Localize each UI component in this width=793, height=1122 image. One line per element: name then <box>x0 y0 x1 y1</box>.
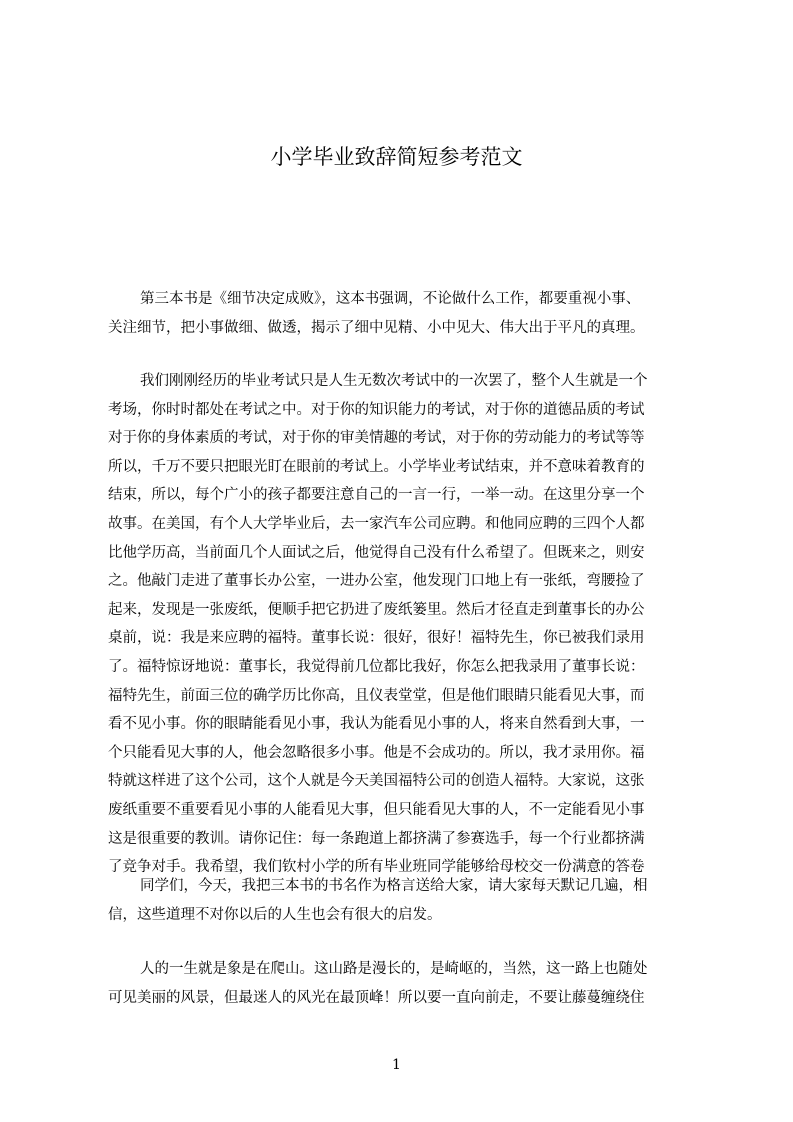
paragraph-1 <box>108 285 698 342</box>
paragraph-line: 所以，千万不要只把眼光盯在眼前的考试上。小学毕业考试结束，并不意味着教育的 <box>108 458 645 475</box>
paragraph-line: 福特先生，前面三位的确学历比你高，且仪表堂堂，但是他们眼睛只能看见大事，而 <box>108 687 645 704</box>
paragraph-2 <box>108 367 698 882</box>
paragraph-line: 第三本书是《细节决定成败》，这本书强调，不论做什么工作，都要重视小事、 <box>140 291 641 307</box>
paragraph-line: 故事。在美国，有个人大学毕业后，去一家汽车公司应聘。和他同应聘的三四个人都 <box>108 515 645 532</box>
paragraph-line: 关注细节，把小事做细、做透，揭示了细中见精、小中见大、伟大出于平凡的真理。 <box>108 319 645 336</box>
paragraph-line: 比他学历高，当前面几个人面试之后，他觉得自己没有什么希望了。但既来之，则安 <box>108 544 645 561</box>
paragraph-line: 对于你的身体素质的考试，对于你的审美情趣的考试，对于你的劳动能力的考试等等 <box>108 430 645 447</box>
paragraph-line: 桌前，说：我是来应聘的福特。董事长说：很好，很好！福特先生，你已被我们录用 <box>108 630 645 647</box>
paragraph-3 <box>108 872 698 929</box>
paragraph-line: 同学们，今天，我把三本书的书名作为格言送给大家，请大家每天默记几遍，相 <box>140 878 648 894</box>
paragraph-line: 人的一生就是象是在爬山。这山路是漫长的，是崎岖的，当然，这一路上也随处 <box>140 961 648 977</box>
paragraph-line: 之。他敲门走进了董事长办公室，一进办公室，他发现门口地上有一张纸，弯腰捡了 <box>108 573 645 590</box>
paragraph-line: 了竞争对手。我希望，我们钦村小学的所有毕业班同学能够给母校交一份满意的答卷 <box>108 859 645 876</box>
paragraph-line: 特就这样进了这个公司，这个人就是今天美国福特公司的创造人福特。大家说，这张 <box>108 773 645 790</box>
paragraph-line: 这是很重要的教训。请你记住：每一条跑道上都挤满了参赛选手，每一个行业都挤满 <box>108 830 645 847</box>
paragraph-line: 起来，发现是一张废纸，便顺手把它扔进了废纸篓里。然后才径直走到董事长的办公 <box>108 601 645 618</box>
paragraph-line: 我们刚刚经历的毕业考试只是人生无数次考试中的一次罢了，整个人生就是一个 <box>140 373 648 389</box>
paragraph-line: 信，这些道理不对你以后的人生也会有很大的启发。 <box>108 906 442 923</box>
paragraph-line: 个只能看见大事的人，他会忽略很多小事。他是不会成功的。所以，我才录用你。福 <box>108 744 645 761</box>
paragraph-line: 考场，你时时都处在考试之中。对于你的知识能力的考试，对于你的道德品质的考试 <box>108 401 645 418</box>
paragraph-line: 了。福特惊讶地说：董事长，我觉得前几位都比我好，你怎么把我录用了董事长说： <box>108 658 645 675</box>
page-number: 1 <box>392 1057 401 1073</box>
paragraph-line: 废纸重要不重要看见小事的人能看见大事，但只能看见大事的人，不一定能看见小事 <box>108 801 645 818</box>
paragraph-line: 看不见小事。你的眼睛能看见小事，我认为能看见小事的人，将来自然看到大事，一 <box>108 716 645 733</box>
paragraph-4 <box>108 955 698 1012</box>
paragraph-line: 结束，所以，每个广小的孩子都要注意自己的一言一行，一举一动。在这里分享一个 <box>108 487 645 504</box>
page-title: 小学毕业致辞简短参考范文 <box>270 145 523 169</box>
paragraph-line: 可见美丽的风景，但最迷人的风光在最顶峰！所以要一直向前走，不要让藤蔓缠绕住 <box>108 989 645 1006</box>
